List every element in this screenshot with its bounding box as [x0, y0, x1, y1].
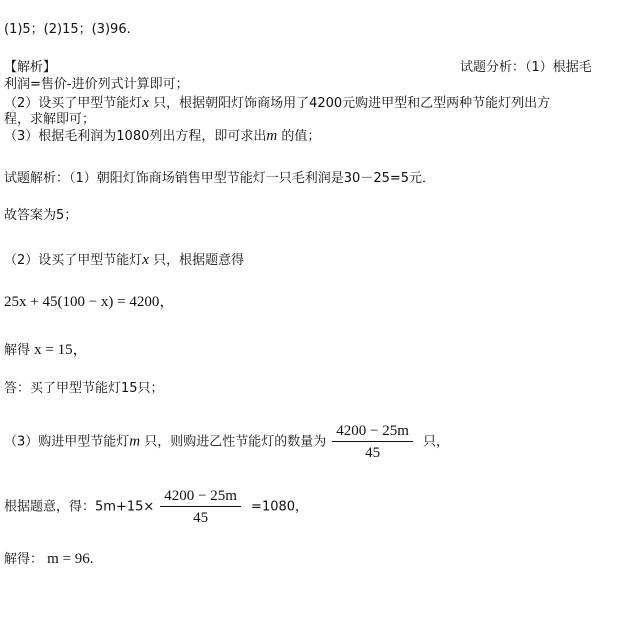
part-3-setup: [4, 423, 449, 461]
analysis-heading: 【解析】: [4, 60, 57, 75]
fraction-numerator: 4200 − 25m: [160, 488, 241, 507]
analysis-intro-right: 试题分析：（1）根据毛: [460, 60, 592, 75]
analysis-part-2: [4, 95, 550, 112]
part-3-text-b: 只，则购进乙性节能灯的数量为: [140, 434, 327, 450]
solve-1-label: 解得: [4, 343, 31, 358]
part-3-text-c: 只，: [418, 434, 450, 450]
answer-line: (1)5；(2)15；(3)96.: [4, 22, 131, 37]
analysis-part-3: [4, 128, 320, 145]
analysis-part-2-cont: 程，求解即可；: [4, 112, 96, 127]
variable-x: x: [142, 95, 149, 111]
part-2-text-a: （2）设买了甲型节能灯: [4, 253, 143, 268]
analysis-3-text-b: 的值；: [277, 129, 321, 144]
solve-1-expr: x = 15，: [34, 342, 88, 358]
final-expr: m = 96.: [47, 551, 94, 567]
part-3-eq-label: 根据题意，得：: [4, 499, 96, 515]
part-3-eq-right: =1080，: [246, 499, 309, 515]
final-label: 解得：: [4, 552, 44, 567]
solve-1: [4, 342, 88, 359]
quantity-fraction: [332, 423, 413, 461]
analysis-intro-cont: 利润=售价-进价列式计算即可；: [4, 77, 189, 92]
solution-part-1: 试题解析：（1）朝阳灯饰商场销售甲型节能灯一只毛利润是30－25=5元．: [4, 171, 436, 186]
equation-fraction: [160, 488, 241, 526]
fraction-denominator: 45: [365, 445, 381, 461]
equation-1: 25x + 45(100 − x) = 4200，: [4, 294, 175, 310]
answer-part-2: 答：买了甲型节能灯15只；: [4, 381, 164, 396]
part-3-text-a: （3）购进甲型节能灯: [4, 434, 130, 450]
answer-part-1: 故答案为5；: [4, 208, 78, 223]
analysis-2-text-a: （2）设买了甲型节能灯: [4, 96, 143, 111]
part-2-setup: [4, 252, 244, 269]
part-2-text-b: 只，根据题意得: [148, 253, 245, 268]
analysis-2-text-b: 只，根据朝阳灯饰商场用了4200元购进甲型和乙型两种节能灯列出方: [148, 96, 551, 111]
part-3-eq-left: 5m+15×: [95, 499, 155, 515]
variable-x: x: [142, 252, 149, 268]
variable-m: m: [129, 433, 141, 450]
analysis-3-text-a: （3）根据毛利润为1080列出方程，即可求出: [4, 129, 267, 144]
fraction-numerator: 4200 − 25m: [332, 423, 413, 442]
part-3-equation: [4, 488, 308, 526]
variable-m: m: [266, 128, 278, 144]
final-answer: [4, 551, 94, 568]
fraction-denominator: 45: [193, 510, 209, 526]
